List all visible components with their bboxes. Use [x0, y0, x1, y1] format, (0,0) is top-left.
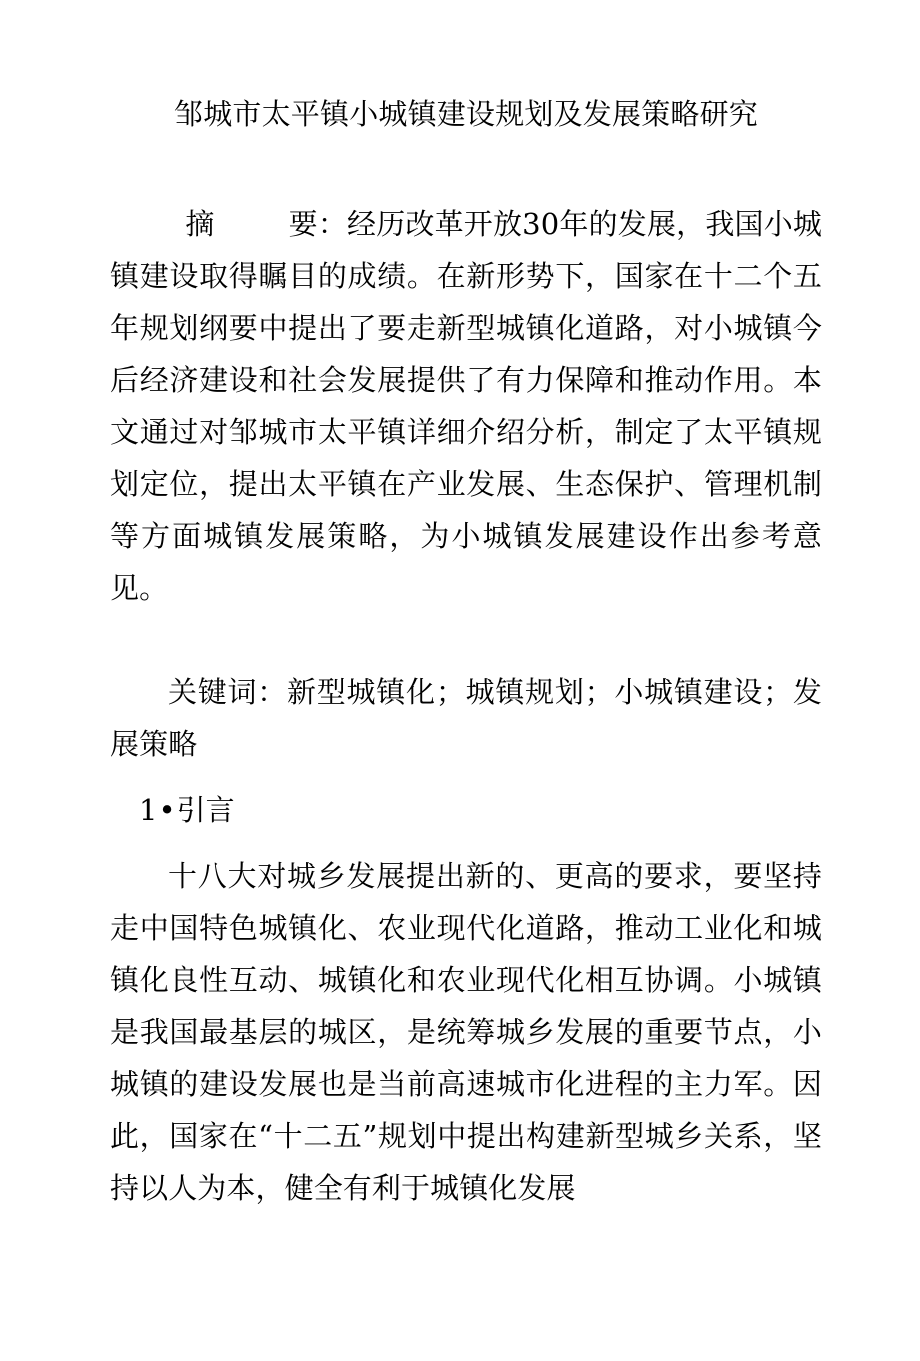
heading-body-spacer: [110, 836, 822, 850]
section-number: 1: [139, 793, 158, 827]
abstract-label: 摘: [185, 207, 215, 241]
title-spacer: [110, 140, 822, 198]
abstract-label-second: 要: [288, 207, 318, 241]
keywords-label: 关键词：: [168, 675, 288, 709]
section-heading-introduction: [110, 784, 822, 836]
keywords-paragraph: [110, 666, 822, 770]
abstract-paragraph: [110, 198, 822, 614]
keywords-terms: 新型城镇化；城镇规划；小城镇建设；发展策略: [110, 675, 822, 761]
abstract-body: 经历改革开放30年的发展，我国小城镇建设取得瞩目的成绩。在新形势下，国家在十二个五年规划纲要中提出了要走新型城镇化道路，对小城镇今后经济建设和社会发展提供了有力保障和推动作用。本文通过对邹城市太平镇详细介绍分析，制定了太平镇规划定位，提出太平镇在产业发展、生态保护、管理机制等方面城镇发展策略，为小城镇发展建设作出参考意见。: [110, 207, 823, 605]
abstract-separator: ：: [317, 207, 348, 241]
section-body-paragraph: 十八大对城乡发展提出新的、更高的要求，要坚持走中国特色城镇化、农业现代化道路，推动工业化和城镇化良性互动、城镇化和农业现代化相互协调。小城镇是我国最基层的城区，是统筹城乡发展的重要节点，小城镇的建设发展也是当前高速城市化进程的主力军。因此，国家在“十二五”规划中提出构建新型城乡关系，坚持以人为本，健全有利于城镇化发展: [110, 859, 822, 1205]
section-title: 引言: [176, 793, 235, 827]
section-bullet-icon: •: [158, 793, 176, 827]
page-content: [110, 0, 822, 1214]
page-title: 邹城市太平镇小城镇建设规划及发展策略研究: [174, 97, 759, 131]
abstract-keywords-spacer: [110, 614, 822, 666]
keywords-heading-spacer: [110, 770, 822, 784]
